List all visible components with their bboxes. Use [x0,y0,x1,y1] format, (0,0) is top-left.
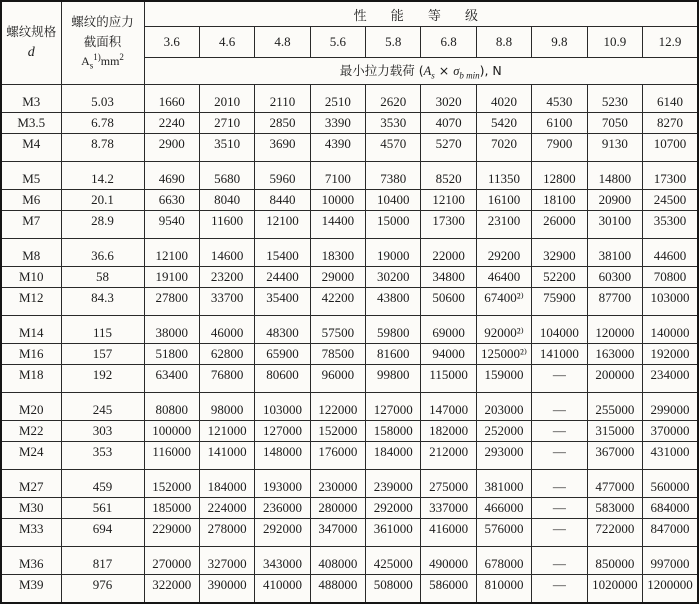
load-value-cell: 148000 [255,442,310,470]
load-value-cell: 327000 [199,547,254,575]
load-value-cell: — [532,421,587,442]
load-value-cell: — [532,365,587,393]
load-value-cell: 8520 [421,162,476,190]
load-value-cell: 141000 [532,344,587,365]
table-row [1,211,698,239]
load-value-cell: 4570 [366,134,421,162]
load-value-cell: 96000 [310,365,365,393]
thread-spec-cell: M18 [1,365,61,393]
load-value-cell: 275000 [421,470,476,498]
load-value-cell: 466000 [476,498,531,519]
load-value-cell: 234000 [643,365,699,393]
stress-area-cell: 353 [61,442,144,470]
row-group [1,393,698,470]
load-value-cell: 576000 [476,519,531,547]
load-value-cell: 850000 [587,547,642,575]
load-value-cell: 490000 [421,547,476,575]
thread-spec-label: 螺纹规格 [6,24,57,40]
load-value-cell: 92000²⁾ [476,316,531,344]
load-value-cell: 4070 [421,113,476,134]
load-value-cell: — [532,470,587,498]
load-value-cell: 5680 [199,162,254,190]
load-value-cell: 2850 [255,113,310,134]
thread-spec-cell: M3 [1,85,61,113]
load-value-cell: 5270 [421,134,476,162]
load-value-cell: 408000 [310,547,365,575]
load-value-cell: 51800 [144,344,199,365]
load-value-cell: 9130 [587,134,642,162]
load-value-cell: 270000 [144,547,199,575]
load-value-cell: 508000 [366,575,421,604]
load-value-cell: 100000 [144,421,199,442]
load-value-cell: 103000 [643,288,699,316]
stress-area-cell: 20.1 [61,190,144,211]
load-value-cell: 18300 [310,239,365,267]
load-value-cell: 115000 [421,365,476,393]
load-value-cell: 3510 [199,134,254,162]
load-value-cell: 35300 [643,211,699,239]
load-value-cell: 38000 [144,316,199,344]
thread-spec-cell: M30 [1,498,61,519]
stress-area-label-line2: 截面积 [83,33,122,49]
thread-spec-cell: M6 [1,190,61,211]
load-value-cell: 163000 [587,344,642,365]
load-value-cell: 200000 [587,365,642,393]
load-value-cell: 3690 [255,134,310,162]
col-header-stress-area [61,1,144,85]
load-value-cell: 347000 [310,519,365,547]
load-value-cell: 75900 [532,288,587,316]
stress-area-cell: 58 [61,267,144,288]
load-value-cell: 116000 [144,442,199,470]
table-row [1,393,698,421]
load-value-cell: 99800 [366,365,421,393]
thread-spec-cell: M7 [1,211,61,239]
load-value-cell: 4390 [310,134,365,162]
load-value-cell: 158000 [366,421,421,442]
row-group [1,470,698,547]
grade-col-3-6: 3.6 [144,27,199,58]
load-value-cell: 185000 [144,498,199,519]
load-value-cell: 12100 [255,211,310,239]
load-value-cell: 7050 [587,113,642,134]
stress-area-cell: 459 [61,470,144,498]
load-value-cell: 337000 [421,498,476,519]
row-group [1,547,698,604]
load-value-cell: 12100 [421,190,476,211]
load-value-cell: 322000 [144,575,199,604]
table-row [1,162,698,190]
load-value-cell: 488000 [310,575,365,604]
load-value-cell: 11350 [476,162,531,190]
load-value-cell: 299000 [643,393,699,421]
load-value-cell: 315000 [587,421,642,442]
thread-spec-cell: M36 [1,547,61,575]
load-value-cell: 293000 [476,442,531,470]
load-value-cell: 1660 [144,85,199,113]
table-row [1,113,698,134]
table-row [1,470,698,498]
row-group [1,316,698,393]
load-value-cell: 370000 [643,421,699,442]
load-value-cell: 46400 [476,267,531,288]
load-value-cell: 46000 [199,316,254,344]
col-header-thread-spec [1,1,61,85]
load-value-cell: 431000 [643,442,699,470]
load-value-cell: 127000 [255,421,310,442]
grade-col-5-6: 5.6 [310,27,365,58]
stress-area-cell: 192 [61,365,144,393]
load-value-cell: — [532,498,587,519]
load-value-cell: 10700 [643,134,699,162]
load-value-cell: 7020 [476,134,531,162]
load-value-cell: 19100 [144,267,199,288]
load-value-cell: 63400 [144,365,199,393]
thread-spec-cell: M27 [1,470,61,498]
load-value-cell: 22000 [421,239,476,267]
load-value-cell: 43800 [366,288,421,316]
load-value-cell: 94000 [421,344,476,365]
load-value-cell: 239000 [366,470,421,498]
load-value-cell: 6100 [532,113,587,134]
thread-spec-cell: M12 [1,288,61,316]
load-value-cell: 12800 [532,162,587,190]
load-value-cell: 81600 [366,344,421,365]
load-value-cell: 18100 [532,190,587,211]
thread-spec-cell: M4 [1,134,61,162]
thread-spec-cell: M16 [1,344,61,365]
table-row [1,442,698,470]
load-value-cell: 7900 [532,134,587,162]
load-value-cell: 59800 [366,316,421,344]
load-value-cell: 560000 [643,470,699,498]
load-value-cell: 140000 [643,316,699,344]
load-value-cell: 38100 [587,239,642,267]
load-value-cell: 586000 [421,575,476,604]
load-value-cell: 34800 [421,267,476,288]
stress-area-cell: 36.6 [61,239,144,267]
load-value-cell: 35400 [255,288,310,316]
load-value-cell: 12100 [144,239,199,267]
thread-spec-cell: M39 [1,575,61,604]
load-value-cell: 7100 [310,162,365,190]
load-value-cell: 67400²⁾ [476,288,531,316]
load-value-cell: 4020 [476,85,531,113]
load-value-cell: 410000 [255,575,310,604]
stress-area-cell: 5.03 [61,85,144,113]
load-value-cell: — [532,519,587,547]
table-row [1,267,698,288]
load-value-cell: 1200000 [643,575,699,604]
performance-grade-title: 性 能 等 级 [144,1,698,27]
load-value-cell: 27800 [144,288,199,316]
grade-col-12-9: 12.9 [643,27,699,58]
min-tensile-load-title: 最小拉力载荷 $(A_s \times \sigma_{b min})$, N [144,58,698,85]
load-value-cell: 80600 [255,365,310,393]
table-row [1,316,698,344]
load-value-cell: 477000 [587,470,642,498]
load-value-cell: 60300 [587,267,642,288]
load-value-cell: 361000 [366,519,421,547]
load-value-cell: 69000 [421,316,476,344]
thread-spec-cell: M33 [1,519,61,547]
load-value-cell: 23100 [476,211,531,239]
load-value-cell: 50600 [421,288,476,316]
load-value-cell: 26000 [532,211,587,239]
load-value-cell: 87700 [587,288,642,316]
row-group [1,239,698,316]
load-value-cell: 192000 [643,344,699,365]
stress-area-cell: 8.78 [61,134,144,162]
load-value-cell: 810000 [476,575,531,604]
load-value-cell: 182000 [421,421,476,442]
load-value-cell: 76800 [199,365,254,393]
load-value-cell: 42200 [310,288,365,316]
load-value-cell: 2900 [144,134,199,162]
table-row [1,190,698,211]
load-value-cell: 98000 [199,393,254,421]
load-value-cell: 997000 [643,547,699,575]
load-value-cell: 3390 [310,113,365,134]
load-value-cell: 255000 [587,393,642,421]
load-value-cell: 127000 [366,393,421,421]
load-value-cell: 103000 [255,393,310,421]
table-row [1,239,698,267]
load-value-cell: 14800 [587,162,642,190]
load-value-cell: 184000 [199,470,254,498]
load-value-cell: 122000 [310,393,365,421]
load-value-cell: 120000 [587,316,642,344]
table-row [1,519,698,547]
load-value-cell: 684000 [643,498,699,519]
load-value-cell: 44600 [643,239,699,267]
load-value-cell: 203000 [476,393,531,421]
load-value-cell: 121000 [199,421,254,442]
load-value-cell: 5960 [255,162,310,190]
load-value-cell: 6140 [643,85,699,113]
stress-area-cell: 245 [61,393,144,421]
thread-spec-cell: M14 [1,316,61,344]
stress-area-cell: 157 [61,344,144,365]
table-row [1,421,698,442]
load-value-cell: 8440 [255,190,310,211]
load-value-cell: — [532,442,587,470]
load-value-cell: 252000 [476,421,531,442]
load-value-cell: 15400 [255,239,310,267]
load-value-cell: 30100 [587,211,642,239]
load-value-cell: 141000 [199,442,254,470]
load-value-cell: 416000 [421,519,476,547]
stress-area-cell: 84.3 [61,288,144,316]
load-value-cell: 52200 [532,267,587,288]
thread-spec-cell: M24 [1,442,61,470]
load-value-cell: 152000 [144,470,199,498]
load-value-cell: 2710 [199,113,254,134]
load-value-cell: 14400 [310,211,365,239]
load-value-cell: 17300 [643,162,699,190]
stress-area-cell: 115 [61,316,144,344]
load-value-cell: 292000 [366,498,421,519]
load-value-cell: — [532,393,587,421]
load-value-cell: 184000 [366,442,421,470]
load-value-cell: 8040 [199,190,254,211]
load-value-cell: 1020000 [587,575,642,604]
row-group [1,85,698,162]
load-value-cell: 3530 [366,113,421,134]
load-value-cell: 16100 [476,190,531,211]
grade-col-6-8: 6.8 [421,27,476,58]
table-row [1,547,698,575]
table-row [1,134,698,162]
load-value-cell: 229000 [144,519,199,547]
thread-spec-cell: M20 [1,393,61,421]
load-value-cell: 425000 [366,547,421,575]
stress-area-cell: 28.9 [61,211,144,239]
load-value-cell: 104000 [532,316,587,344]
load-value-cell: 2510 [310,85,365,113]
load-value-cell: 7380 [366,162,421,190]
load-value-cell: 62800 [199,344,254,365]
thread-spec-symbol: d [27,44,35,60]
stress-area-cell: 303 [61,421,144,442]
load-value-cell: 23200 [199,267,254,288]
load-value-cell: 280000 [310,498,365,519]
load-value-cell: 32900 [532,239,587,267]
load-value-cell: 2620 [366,85,421,113]
stress-area-cell: 976 [61,575,144,604]
thread-spec-cell: M10 [1,267,61,288]
load-value-cell: 29000 [310,267,365,288]
load-value-cell: 5420 [476,113,531,134]
table-row [1,575,698,604]
load-value-cell: 70800 [643,267,699,288]
load-value-cell: 159000 [476,365,531,393]
load-value-cell: 193000 [255,470,310,498]
load-value-cell: 2010 [199,85,254,113]
table-row [1,288,698,316]
stress-area-cell: 561 [61,498,144,519]
load-value-cell: 2110 [255,85,310,113]
stress-area-formula: $A_s^{1)}mm^2$ [81,52,124,71]
load-value-cell: 722000 [587,519,642,547]
stress-area-cell: 817 [61,547,144,575]
load-value-cell: 80800 [144,393,199,421]
load-value-cell: 15000 [366,211,421,239]
load-value-cell: 125000²⁾ [476,344,531,365]
load-value-cell: 147000 [421,393,476,421]
load-value-cell: 678000 [476,547,531,575]
row-group [1,162,698,239]
load-value-cell: 367000 [587,442,642,470]
grade-col-4-6: 4.6 [199,27,254,58]
load-value-cell: 30200 [366,267,421,288]
load-value-cell: 4530 [532,85,587,113]
grade-col-10-9: 10.9 [587,27,642,58]
load-value-cell: 10400 [366,190,421,211]
load-value-cell: 236000 [255,498,310,519]
load-value-cell: 8270 [643,113,699,134]
thread-spec-cell: M22 [1,421,61,442]
load-value-cell: 2240 [144,113,199,134]
load-value-cell: — [532,547,587,575]
load-value-cell: 65900 [255,344,310,365]
thread-spec-cell: M5 [1,162,61,190]
load-value-cell: 224000 [199,498,254,519]
load-value-cell: 78500 [310,344,365,365]
table-header [1,1,698,85]
load-value-cell: 3020 [421,85,476,113]
thread-spec-cell: M8 [1,239,61,267]
table-row [1,365,698,393]
stress-area-cell: 6.78 [61,113,144,134]
load-value-cell: 343000 [255,547,310,575]
table-row [1,344,698,365]
load-value-cell: 19000 [366,239,421,267]
load-value-cell: 4690 [144,162,199,190]
load-value-cell: 390000 [199,575,254,604]
load-value-cell: 381000 [476,470,531,498]
load-value-cell: 292000 [255,519,310,547]
load-value-cell: 6630 [144,190,199,211]
thread-spec-cell: M3.5 [1,113,61,134]
table-row [1,498,698,519]
stress-area-cell: 694 [61,519,144,547]
load-value-cell: 176000 [310,442,365,470]
load-value-cell: 14600 [199,239,254,267]
stress-area-label-line1: 螺纹的应力 [71,14,134,30]
load-value-cell: 10000 [310,190,365,211]
table-row [1,85,698,113]
load-value-cell: 33700 [199,288,254,316]
load-value-cell: 583000 [587,498,642,519]
load-value-cell: 24400 [255,267,310,288]
load-value-cell: 152000 [310,421,365,442]
load-value-cell: 278000 [199,519,254,547]
load-value-cell: 212000 [421,442,476,470]
load-value-cell: 24500 [643,190,699,211]
grade-col-5-8: 5.8 [366,27,421,58]
load-value-cell: 29200 [476,239,531,267]
load-value-cell: 5230 [587,85,642,113]
load-value-cell: 9540 [144,211,199,239]
load-value-cell: — [532,575,587,604]
load-value-cell: 20900 [587,190,642,211]
load-value-cell: 847000 [643,519,699,547]
grade-col-4-8: 4.8 [255,27,310,58]
load-value-cell: 57500 [310,316,365,344]
grade-col-8-8: 8.8 [476,27,531,58]
load-value-cell: 17300 [421,211,476,239]
load-value-cell: 48300 [255,316,310,344]
stress-area-cell: 14.2 [61,162,144,190]
grade-col-9-8: 9.8 [532,27,587,58]
load-value-cell: 230000 [310,470,365,498]
load-value-cell: 11600 [199,211,254,239]
